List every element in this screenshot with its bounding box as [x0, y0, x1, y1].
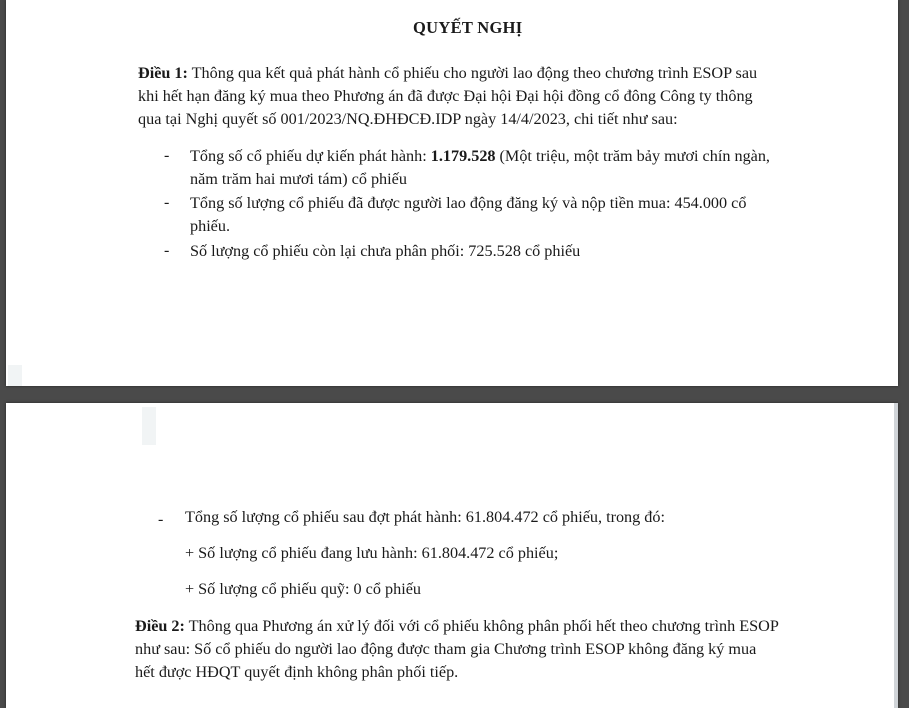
bullet-1-total: 1.179.528: [430, 147, 496, 165]
scan-artifact: [142, 407, 156, 445]
bullet-1-line-2: năm trăm hai mươi tám) cổ phiếu: [190, 170, 407, 188]
bullet-dash: -: [164, 242, 170, 259]
section-title: QUYẾT NGHỊ: [413, 18, 523, 37]
bullet-2-line-2: phiếu.: [190, 217, 231, 235]
bullet-2-line-1: Tổng số lượng cổ phiếu đã được người lao động đăng ký và nộp tiền mua: 454.000 cổ: [190, 194, 747, 212]
scan-artifact: [8, 365, 22, 386]
article-2-label: Điều 2:: [135, 617, 185, 635]
bullet-1-prefix: Tổng số cổ phiếu dự kiến phát hành:: [190, 147, 431, 165]
document-page-1: [6, 0, 898, 386]
article-1-line-2: khi hết hạn đăng ký mua theo Phương án đã được Đại hội Đại hội đồng cổ đông Công ty thông: [138, 87, 753, 105]
bullet-dash: -: [164, 194, 170, 211]
bullet-4: Tổng số lượng cổ phiếu sau đợt phát hành: 61.804.472 cổ phiếu, trong đó:: [185, 508, 665, 526]
article-2-line-1: [135, 615, 779, 638]
sub-item-2: + Số lượng cổ phiếu quỹ: 0 cổ phiếu: [185, 580, 421, 598]
document-page-2: [6, 403, 898, 708]
bullet-dash: -: [164, 147, 170, 164]
article-1-text: Thông qua kết quả phát hành cổ phiếu cho người lao động theo chương trình ESOP sau: [187, 64, 758, 82]
article-2-line-3: hết được HĐQT quyết định không phân phối tiếp.: [135, 663, 459, 681]
article-1-line-3: qua tại Nghị quyết số 001/2023/NQ.ĐHĐCĐ.IDP ngày 14/4/2023, chi tiết như sau:: [138, 110, 678, 128]
article-1-label: Điều 1:: [138, 64, 188, 82]
article-2-text: Thông qua Phương án xử lý đối với cổ phiếu không phân phối hết theo chương trình ESOP: [184, 617, 779, 635]
sub-item-1: + Số lượng cổ phiếu đang lưu hành: 61.804.472 cổ phiếu;: [185, 544, 559, 562]
article-1-line-1: [138, 62, 757, 85]
page-edge: [894, 403, 898, 708]
bullet-1-line-1: [190, 145, 770, 168]
bullet-dash: -: [158, 511, 164, 528]
bullet-3: Số lượng cổ phiếu còn lại chưa phân phối: 725.528 cổ phiếu: [190, 242, 581, 260]
bullet-1-suffix: (Một triệu, một trăm bảy mươi chín ngàn,: [495, 147, 770, 165]
article-2-line-2: như sau: Số cổ phiếu do người lao động được tham gia Chương trình ESOP không đăng ký mua: [135, 640, 757, 658]
